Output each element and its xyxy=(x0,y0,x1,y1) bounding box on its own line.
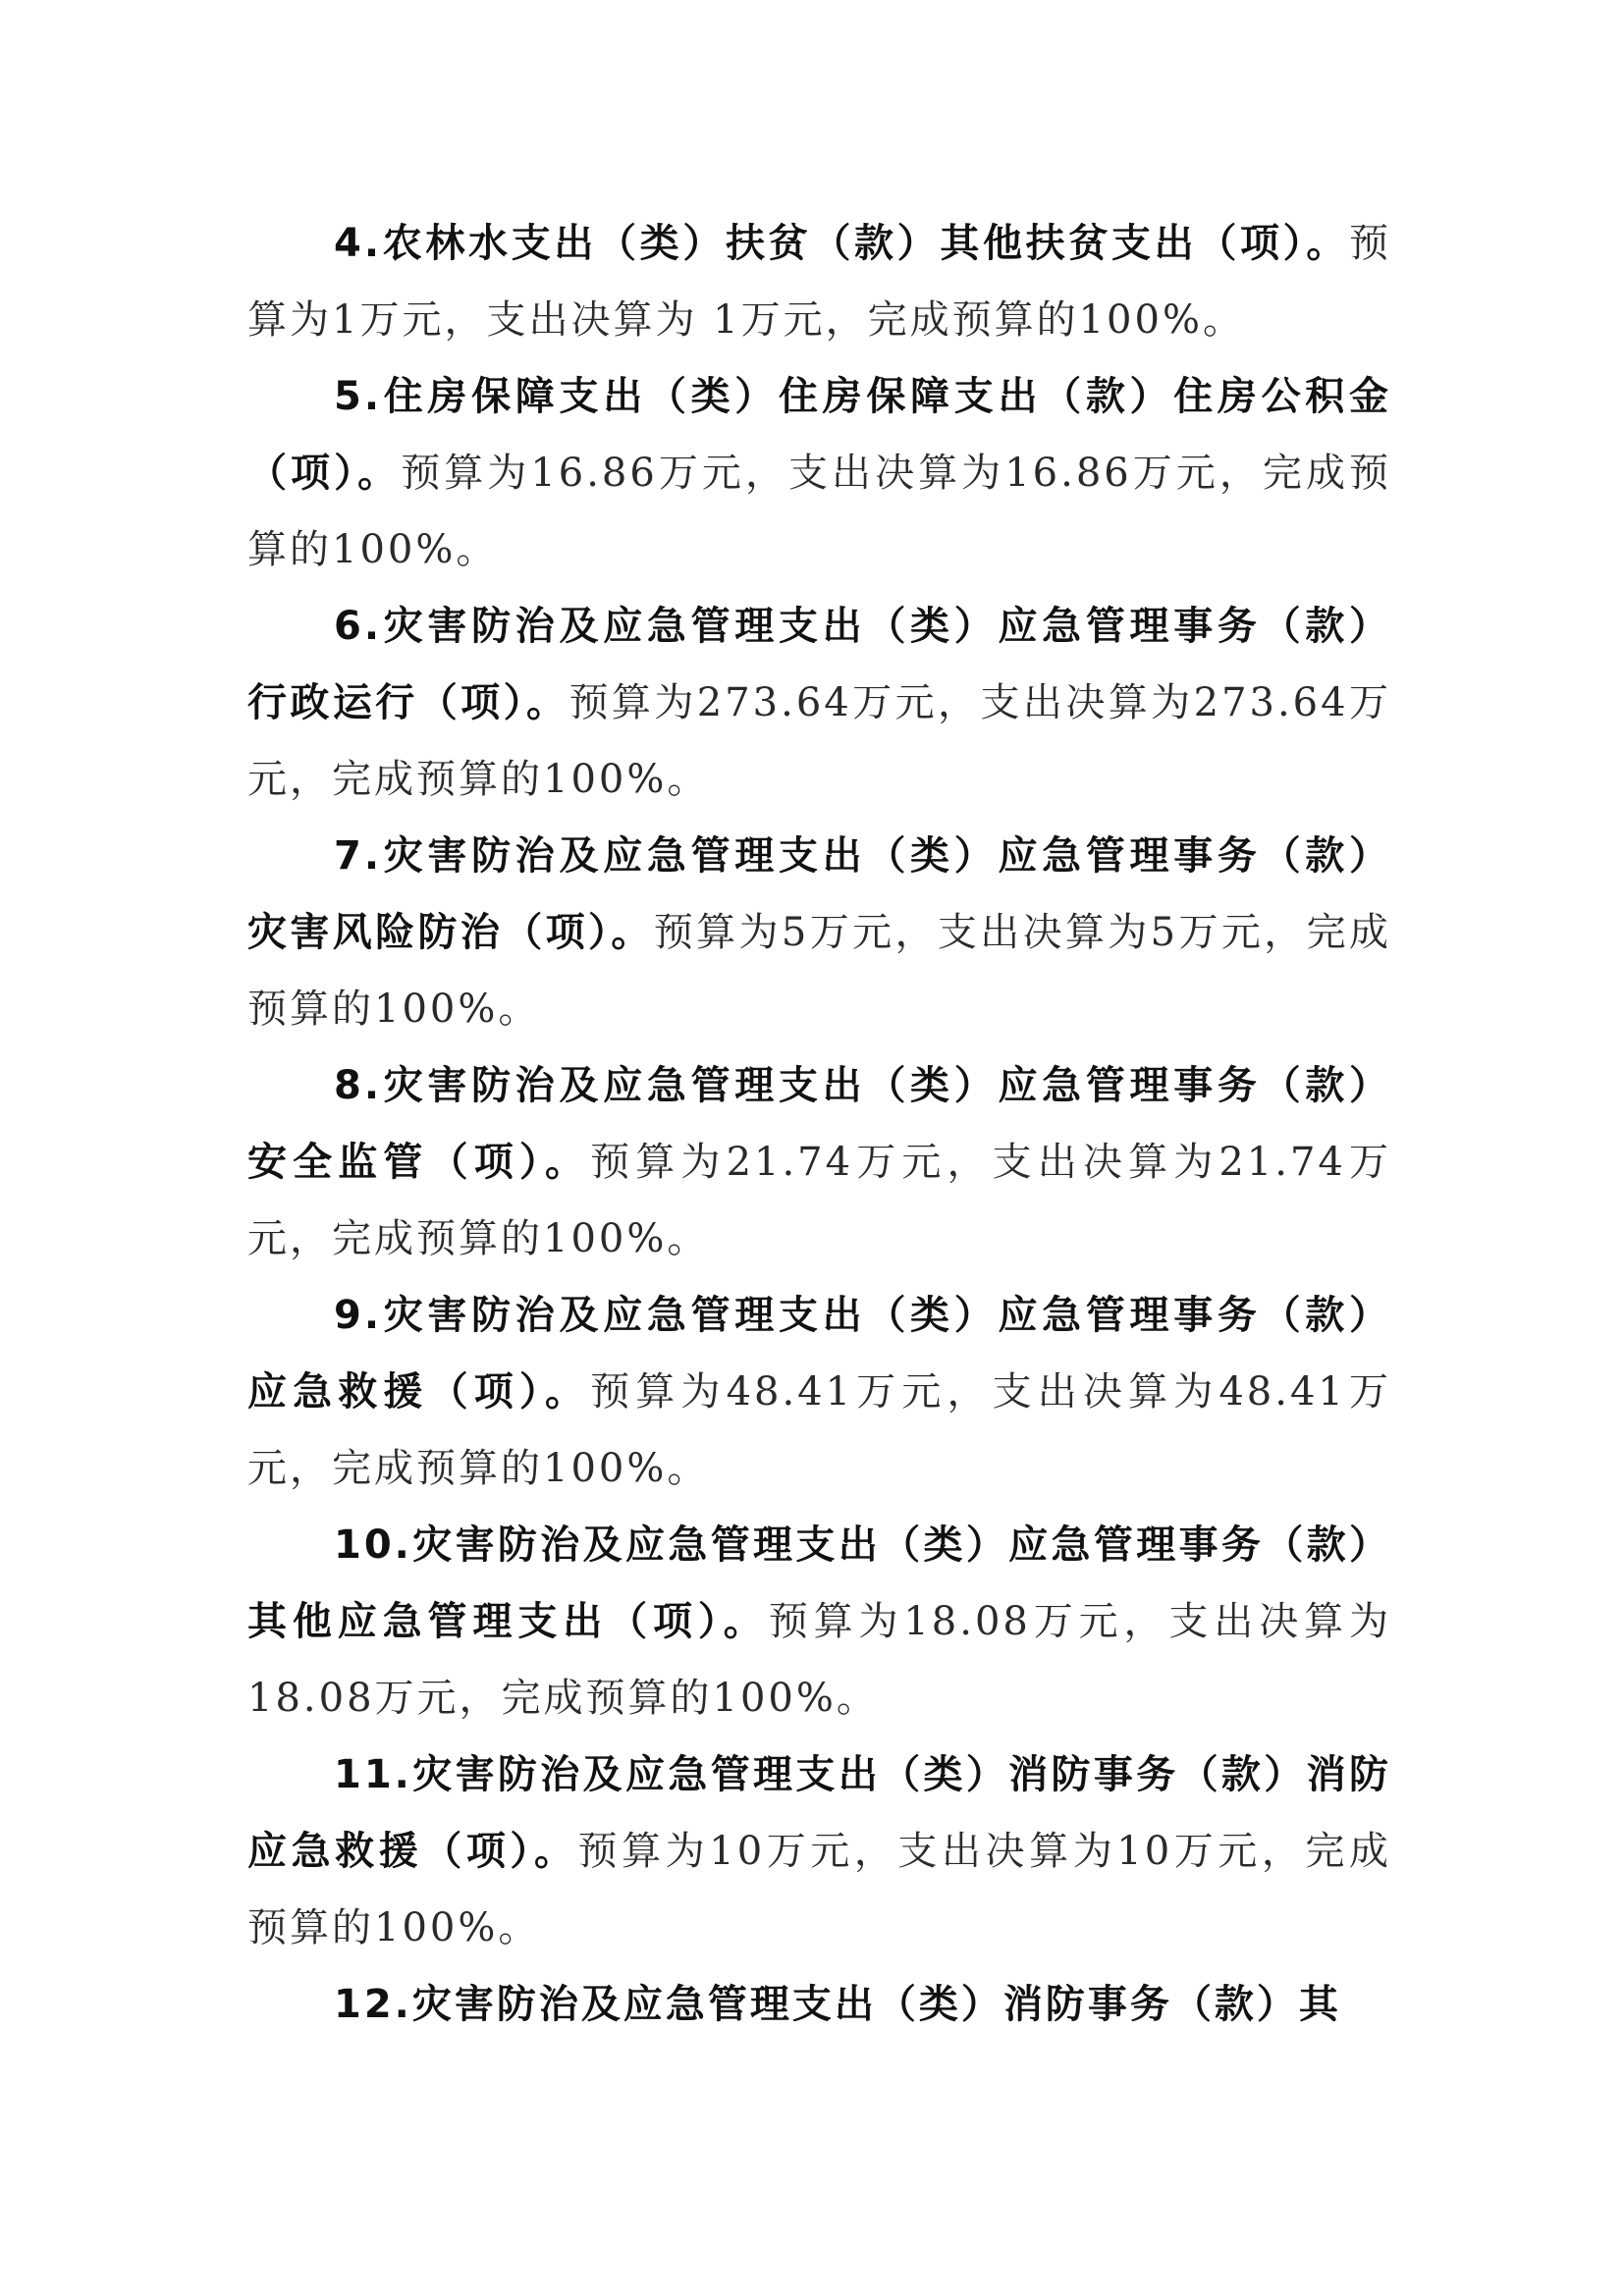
item-heading: 12.灾害防治及应急管理支出（类）消防事务（款）其 xyxy=(334,1982,1341,2027)
budget-item-12 xyxy=(247,1966,1391,2043)
item-body: 预算为21.74万元，支出决算为21.74万元，完成预算的100%。 xyxy=(247,1140,1392,1261)
budget-item-6 xyxy=(247,588,1391,818)
item-heading: 11.灾害防治及应急管理支出（类）消防事务（款）消防应急救援（项）。 xyxy=(247,1752,1391,1874)
item-body: 预算为10万元，支出决算为10万元，完成预算的100%。 xyxy=(247,1829,1392,1950)
item-heading: 7.灾害防治及应急管理支出（类）应急管理事务（款）灾害风险防治（项）。 xyxy=(247,833,1391,955)
item-body: 预算为5万元，支出决算为5万元，完成预算的100%。 xyxy=(247,910,1392,1032)
budget-item-10 xyxy=(247,1507,1391,1736)
budget-item-7 xyxy=(247,818,1391,1047)
item-body: 预算为18.08万元，支出决算为18.08万元，完成预算的100%。 xyxy=(247,1599,1391,1721)
item-heading: 5.住房保障支出（类）住房保障支出（款）住房公积金（项）。 xyxy=(247,374,1391,496)
budget-item-11 xyxy=(247,1736,1391,1966)
item-body: 预算为273.64万元，支出决算为273.64万元，完成预算的100%。 xyxy=(247,680,1392,802)
item-heading: 9.灾害防治及应急管理支出（类）应急管理事务（款）应急救援（项）。 xyxy=(247,1293,1391,1415)
budget-item-5 xyxy=(247,358,1391,588)
item-heading: 4.农林水支出（类）扶贫（款）其他扶贫支出（项）。 xyxy=(334,221,1349,266)
item-body: 预算为1万元，支出决算为 1万元，完成预算的100%。 xyxy=(247,221,1391,343)
item-body: 预算为16.86万元，支出决算为16.86万元，完成预算的100%。 xyxy=(247,451,1392,572)
document-page xyxy=(247,205,1391,2043)
item-heading: 6.灾害防治及应急管理支出（类）应急管理事务（款）行政运行（项）。 xyxy=(247,604,1391,725)
item-heading: 10.灾害防治及应急管理支出（类）应急管理事务（款）其他应急管理支出（项）。 xyxy=(247,1522,1391,1644)
budget-item-8 xyxy=(247,1047,1391,1277)
item-body: 预算为48.41万元，支出决算为48.41万元，完成预算的100%。 xyxy=(247,1369,1392,1491)
budget-item-9 xyxy=(247,1277,1391,1507)
item-heading: 8.灾害防治及应急管理支出（类）应急管理事务（款）安全监管（项）。 xyxy=(247,1063,1391,1185)
budget-item-4 xyxy=(247,205,1391,358)
